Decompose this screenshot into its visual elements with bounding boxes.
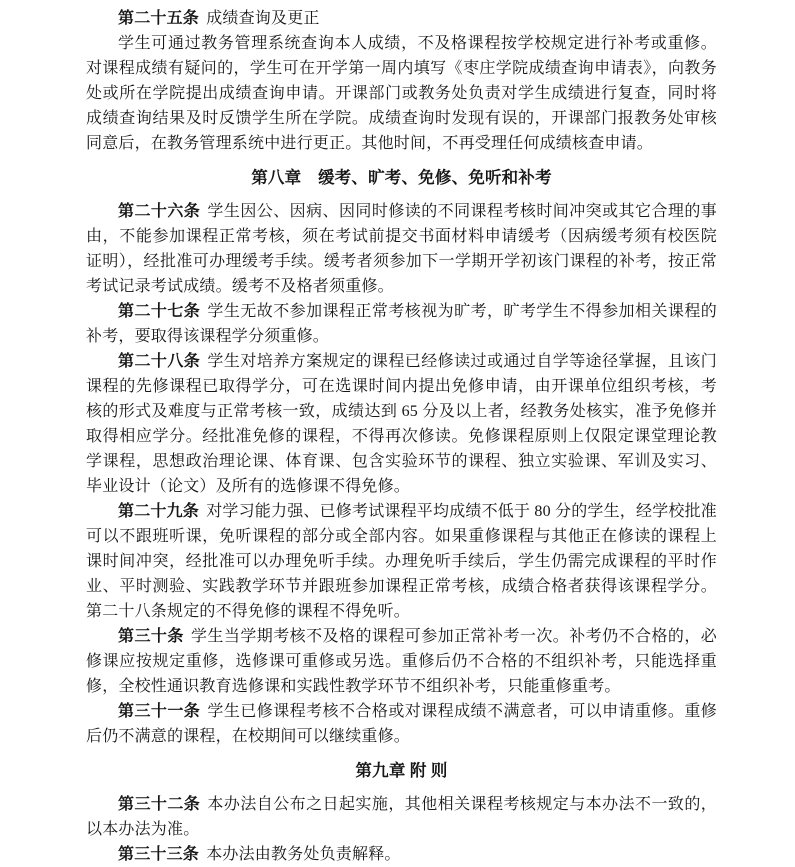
article-25-heading: [86, 6, 717, 31]
article-33-label: 第三十三条: [118, 846, 200, 863]
article-31: [86, 699, 717, 749]
article-33-text: 本办法由教务处负责解释。: [206, 846, 401, 863]
article-32-text: 本办法自公布之日起实施，其他相关课程考核规定与本办法不一致的，以本办法为准。: [86, 796, 717, 838]
article-29-label: 第二十九条: [118, 503, 200, 520]
article-25-label: 第二十五条: [118, 10, 200, 27]
article-28: [86, 349, 717, 499]
article-29-text: 对学习能力强、已修考试课程平均成绩不低于 80 分的学生，经学校批准可以不跟班听课，免听课程的部分或全部内容。如果重修课程与其他正在修读的课程上课时间冲突，经批准可以办理免听手续。办理免听手续后，学生仍需完成课程的平时作业、平时测验、实践教学环节并跟班参加课程正常考核，成绩合格者获得该课程学分。第二十八条规定的不得免修的课程不得免听。: [86, 503, 718, 620]
article-30: [86, 624, 717, 699]
article-26-text: 学生因公、因病、因同时修读的不同课程考核时间冲突或其它合理的事由，不能参加课程正常考核，须在考试前提交书面材料申请缓考（因病缓考须有校医院证明），经批准可办理缓考手续。缓考者须参加下一学期开学初该门课程的补考，按正常考试记录考试成绩。缓考不及格者须重修。: [86, 203, 717, 295]
article-27-label: 第二十七条: [118, 303, 201, 320]
article-32: [86, 792, 717, 842]
chapter-8-heading: 第八章 缓考、旷考、免修、免听和补考: [251, 168, 552, 187]
article-30-text: 学生当学期考核不及格的课程可参加正常补考一次。补考仍不合格的，必修课应按规定重修，选修课可重修或另选。重修后仍不合格的不组织补考，只能选择重修，全校性通识教育选修课和实践性教学环节不组织补考，只能重修重考。: [86, 628, 717, 695]
article-31-text: 学生已修课程考核不合格或对课程成绩不满意者，可以申请重修。重修后仍不满意的课程，在校期间可以继续重修。: [86, 703, 717, 745]
article-32-label: 第三十二条: [118, 796, 201, 813]
article-31-label: 第三十一条: [118, 703, 201, 720]
article-25-title: 成绩查询及更正: [206, 10, 320, 27]
article-28-text: 学生对培养方案规定的课程已经修读过或通过自学等途径掌握，且该门课程的先修课程已取得学分，可在选课时间内提出免修申请，由开课单位组织考核，考核的形式及难度与正常考核一致，成绩达到 65 分及以上者，经教务处核实，准予免修并取得相应学分。经批准免修的课程，不得再次修读。免修课程原则上仅限定课堂理论教学课程，思想政治理论课、体育课、包含实验环节的课程、独立实验课、军训及实习、毕业设计（论文）及所有的选修课不得免修。: [86, 353, 717, 495]
article-26: [86, 199, 717, 299]
article-25-body: 学生可通过教务管理系统查询本人成绩，不及格课程按学校规定进行补考或重修。对课程成绩有疑问的，学生可在开学第一周内填写《枣庄学院成绩查询申请表》，向教务处或所在学院提出成绩查询申请。开课部门或教务处负责对学生成绩进行复查，同时将成绩查询结果及时反馈学生所在学院。成绩查询时发现有误的，开课部门报教务处审核同意后，在教务管理系统中进行更正。其他时间，不再受理任何成绩核查申请。: [86, 35, 717, 152]
article-26-label: 第二十六条: [118, 203, 201, 220]
chapter-9-heading: 第九章 附 则: [355, 761, 448, 780]
article-28-label: 第二十八条: [118, 353, 201, 370]
article-29: [86, 499, 717, 624]
article-27: [86, 299, 717, 349]
article-30-label: 第三十条: [118, 628, 184, 645]
article-27-text: 学生无故不参加课程正常考核视为旷考，旷考学生不得参加相关课程的补考，要取得该课程学分须重修。: [86, 303, 717, 345]
article-33: [86, 842, 717, 867]
